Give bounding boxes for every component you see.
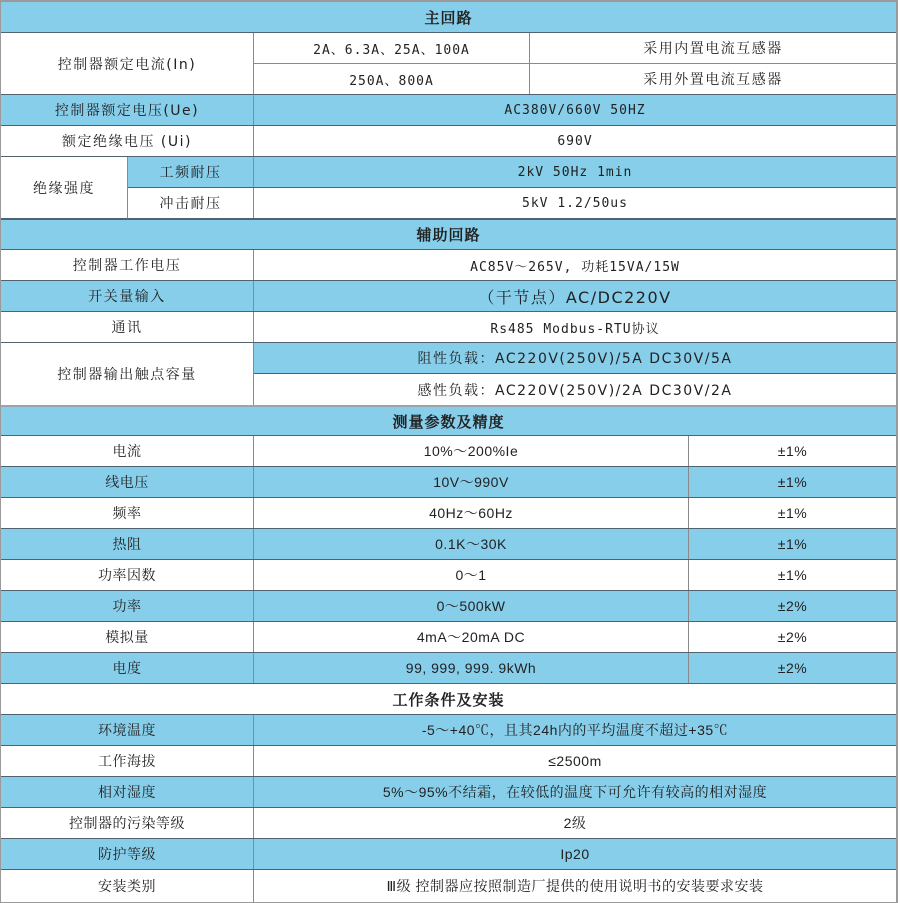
section-header-aux-circuit xyxy=(1,219,896,250)
comm-value: Rs485 Modbus-RTU协议 xyxy=(490,321,660,337)
withstand-type: 工频耐压 xyxy=(128,157,254,187)
param-name: 频率 xyxy=(1,498,254,528)
condition-value: ≤2500m xyxy=(548,753,602,769)
rated-current-value: 2A、6.3A、25A、100A xyxy=(254,33,530,63)
rated-voltage-row xyxy=(1,95,896,126)
measurement-row xyxy=(1,591,896,622)
condition-label: 安装类别 xyxy=(1,870,254,902)
condition-row xyxy=(1,870,896,903)
param-accuracy: ±1% xyxy=(777,536,808,552)
condition-row xyxy=(1,715,896,746)
rated-current-value: 250A、800A xyxy=(254,64,530,94)
withstand-value: 2kV 50Hz 1min xyxy=(517,164,633,180)
section-header-measurement xyxy=(1,405,896,436)
working-voltage-value: AC85V～265V, 功耗15VA/15W xyxy=(470,259,680,275)
insulation-strength-label: 绝缘强度 xyxy=(1,157,128,219)
condition-label: 控制器的污染等级 xyxy=(1,808,254,838)
section-header-main-circuit xyxy=(1,0,896,33)
working-voltage-label: 控制器工作电压 xyxy=(1,250,254,280)
param-range: 99, 999, 999. 9kWh xyxy=(254,653,689,683)
measurement-row xyxy=(1,560,896,591)
rated-voltage-value: AC380V/660V 50HZ xyxy=(504,102,646,118)
working-voltage-row xyxy=(1,250,896,281)
param-name: 功率 xyxy=(1,591,254,621)
param-range: 0～1 xyxy=(254,560,689,590)
param-accuracy: ±1% xyxy=(777,505,808,521)
measurement-row xyxy=(1,498,896,529)
measurement-row xyxy=(1,436,896,467)
condition-row xyxy=(1,777,896,808)
rated-current-row-2 xyxy=(254,64,896,95)
condition-row xyxy=(1,746,896,777)
output-contact-row-2 xyxy=(254,374,896,405)
param-accuracy: ±1% xyxy=(777,474,808,490)
condition-row xyxy=(1,808,896,839)
withstand-value: 5kV 1.2/50us xyxy=(522,195,628,211)
withstand-type: 冲击耐压 xyxy=(128,188,254,218)
output-contact-label: 控制器输出触点容量 xyxy=(1,343,254,405)
measurement-row xyxy=(1,622,896,653)
condition-label: 防护等级 xyxy=(1,839,254,869)
param-accuracy: ±1% xyxy=(777,443,808,459)
section-header-conditions xyxy=(1,684,896,715)
condition-value: 2级 xyxy=(563,815,587,831)
param-range: 0～500kW xyxy=(254,591,689,621)
comm-row xyxy=(1,312,896,343)
measurement-row xyxy=(1,529,896,560)
param-name: 电度 xyxy=(1,653,254,683)
insulation-strength-row-1 xyxy=(128,157,896,188)
param-accuracy: ±2% xyxy=(777,660,808,676)
rated-voltage-label: 控制器额定电压(Ue) xyxy=(1,95,254,125)
param-accuracy: ±2% xyxy=(777,629,808,645)
section-title: 辅助回路 xyxy=(416,226,481,244)
param-range: 10V～990V xyxy=(254,467,689,497)
condition-value: Ⅲ级 控制器应按照制造厂提供的使用说明书的安装要求安装 xyxy=(386,878,764,894)
inductive-load-value: 感性负载：AC220V(250V)/2A DC30V/2A xyxy=(417,382,733,399)
comm-label: 通讯 xyxy=(1,312,254,342)
section-title: 主回路 xyxy=(424,8,473,27)
insulation-voltage-label: 额定绝缘电压 (Ui) xyxy=(1,126,254,156)
insulation-voltage-row xyxy=(1,126,896,157)
param-accuracy: ±1% xyxy=(777,567,808,583)
condition-value: Ip20 xyxy=(560,846,590,862)
param-name: 电流 xyxy=(1,436,254,466)
param-name: 模拟量 xyxy=(1,622,254,652)
param-range: 0.1K～30K xyxy=(254,529,689,559)
output-contact-row-1 xyxy=(254,343,896,374)
param-name: 功率因数 xyxy=(1,560,254,590)
condition-value: -5～+40℃，且其24h内的平均温度不超过+35℃ xyxy=(421,722,729,738)
section-title: 测量参数及精度 xyxy=(392,412,505,431)
switch-input-label: 开关量输入 xyxy=(1,281,254,311)
insulation-strength-row-2 xyxy=(128,188,896,219)
condition-label: 相对湿度 xyxy=(1,777,254,807)
param-accuracy: ±2% xyxy=(777,598,808,614)
rated-current-note: 采用内置电流互感器 xyxy=(643,41,783,57)
section-title: 工作条件及安装 xyxy=(392,690,505,709)
switch-input-value: （干节点）AC/DC220V xyxy=(478,287,672,307)
param-range: 40Hz～60Hz xyxy=(254,498,689,528)
insulation-voltage-value: 690V xyxy=(557,133,593,149)
condition-row xyxy=(1,839,896,870)
condition-label: 环境温度 xyxy=(1,715,254,745)
rated-current-label: 控制器额定电流(In) xyxy=(1,33,254,95)
rated-current-note: 采用外置电流互感器 xyxy=(643,72,783,88)
param-range: 10%～200%Ie xyxy=(254,436,689,466)
measurement-row xyxy=(1,653,896,684)
rated-current-row-1 xyxy=(254,33,896,64)
measurement-row xyxy=(1,467,896,498)
param-range: 4mA～20mA DC xyxy=(254,622,689,652)
switch-input-row xyxy=(1,281,896,312)
condition-label: 工作海拔 xyxy=(1,746,254,776)
condition-value: 5%～95%不结霜，在较低的温度下可允许有较高的相对湿度 xyxy=(382,784,768,800)
resistive-load-value: 阻性负载：AC220V(250V)/5A DC30V/5A xyxy=(417,351,733,367)
param-name: 热阻 xyxy=(1,529,254,559)
param-name: 线电压 xyxy=(1,467,254,497)
